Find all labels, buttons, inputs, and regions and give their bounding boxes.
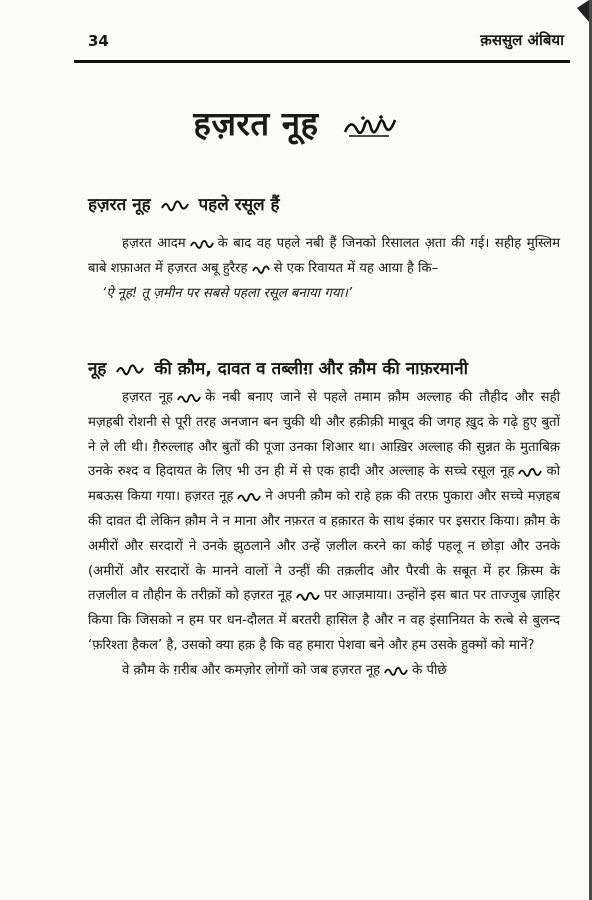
- calligraphy-salutation-icon: [236, 490, 262, 502]
- para-text: के नबी बनाए जाने से पहले तमाम क़ौम अल्लाह की तौहीद और सही मज़हबी रोशनी से पूरी तरह अनजान बन चुकी थी और हक़ीक़ी माबूद की जगह ख़ुद के गढ़े हुए बुतों ने ले ली थी। ग़ैरुल्लाह और बुतों की पूजा उनका शिआर था। आख़िर अल्लाह की सुन्नत के मुताबिक़ उनके रुश्द व हिदायत के लिए भी उन ही में से एक हादी और अल्लाह के सच्चे रसूल नूह: [88, 390, 560, 480]
- section-heading-first-messenger: [88, 192, 280, 215]
- calligraphy-salutation-icon: [160, 198, 190, 212]
- calligraphy-salutation-icon: [251, 262, 271, 274]
- para-text: के पीछे: [412, 662, 447, 678]
- para-text: से एक रिवायत में यह आया है कि–: [273, 260, 439, 276]
- heading-text-start: नूह: [88, 359, 107, 379]
- para-text: पर आज़माया। उन्होंने इस बात पर ताज्जुब ज़ाहिर किया कि जिसको न हम पर धन-दौलत में बरतरी हासिल है और न वह इंसानियत के रुत्बे से बुलन्द ‘फ़रिश्ता हैकल’ है, उसको क्या हक़ है कि वह हमारा पेशवा बने और हम उसके हुक्मों को मानें?: [88, 588, 560, 653]
- para-text: हज़रत नूह: [122, 390, 174, 405]
- page-header: [74, 28, 564, 58]
- para-text: को मबऊस किया गया। हज़रत नूह: [88, 464, 560, 505]
- header-rule: [74, 60, 570, 63]
- chapter-title: [0, 100, 592, 145]
- para-text: के बाद वह पहले नबी हैं जिनको रिसालत अ़ता की गई। सहीह मुस्लिम बाबे शफ़ाअत में हज़रत अबू हुरैरह: [88, 236, 560, 276]
- paragraph-nation-preaching: [88, 386, 560, 684]
- chapter-title-text: हज़रत नूह: [193, 104, 319, 143]
- heading-text-end: की क़ौम, दावत व तब्लीग़ और क़ौम की नाफ़रमानी: [154, 359, 469, 379]
- calligraphy-salutation-icon: [189, 237, 215, 249]
- paragraph-first-messenger: [88, 232, 560, 306]
- calligraphy-salutation-icon: [176, 391, 202, 403]
- page-corner-fold: [575, 0, 589, 22]
- running-title: क़ससुल अंबिया: [480, 31, 564, 49]
- heading-text-start: हज़रत नूह: [88, 195, 151, 215]
- heading-text-end: पहले रसूल हैं: [198, 195, 280, 215]
- calligraphy-salutation-icon: [115, 362, 145, 376]
- page-number: 34: [88, 32, 109, 50]
- section-heading-nation-preaching: [88, 356, 468, 379]
- calligraphy-salutation-icon: [341, 112, 399, 140]
- calligraphy-salutation-icon: [517, 465, 543, 477]
- calligraphy-salutation-icon: [295, 589, 321, 601]
- calligraphy-salutation-icon: [383, 664, 409, 676]
- para-text: वे क़ौम के ग़रीब और कमज़ोर लोगों को जब हज़रत नूह: [122, 662, 381, 678]
- para-text: ने अपनी क़ौम को राहे हक़ की तरफ़ पुकारा और सच्चे मज़हब की दावत दी लेकिन क़ौम ने न माना और नफ़रत व हक़ारत के साथ इंकार पर इसरार किया। क़ौम के अमीरों और सरदारों ने उनके झुठलाने और उन्हें ज़लील करने का कोई पहलू न छोड़ा और उनके (अमीरों और सरदारों के मानने वालों ने उन्हीं की तक़लीद और पैरवी के सबूत में हर क़िस्म के तज़लील व तौहीन के तरीक़ों को हज़रत नूह: [88, 489, 560, 604]
- para-text: हज़रत आदम: [122, 236, 186, 251]
- quote-hadith: ‘ऐ नूह! तू ज़मीन पर सबसे पहला रसूल बनाया गया।’: [102, 285, 353, 301]
